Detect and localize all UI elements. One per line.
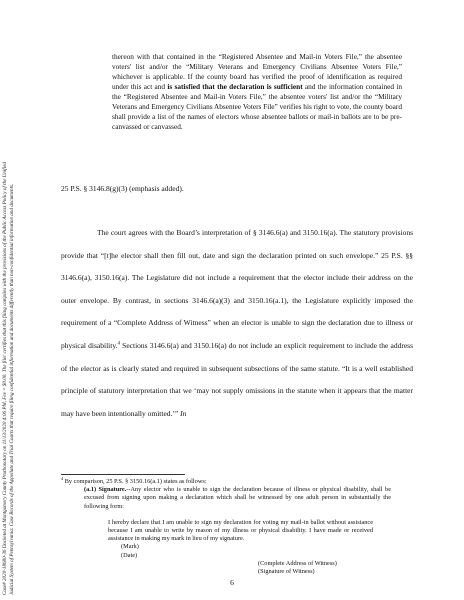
footnote-divider <box>61 474 185 475</box>
footnote-reference: 4 <box>117 341 120 347</box>
quote-text-end: and the information contained in the “Registered Absentee and Mail-in Voters File,” the absentee voters' list and/or the “Military Veterans and Emergency Civilians Absentee Voters File” verifies his right to vote, the county board shall provide a list of the names of electors whose absentee ballots or mail-in ballots are to be pre-canvassed or canvassed. <box>112 82 402 131</box>
footnote-4 <box>61 475 413 576</box>
footnote-subsection-text: --Any elector who is unable to sign the declaration because of illness or physical disability, shall be excused from signing upon making a declaration which shall be witnessed by one adult person in substantially the following form: <box>84 486 391 510</box>
body-text-part-2: Sections 3146.6(a) and 3150.16(a) do not include an explicit requirement to include the address of the elector as is clearly stated and required in subsequent subsections of the same statute. “It is a well established principle of statutory interpretation that we ‘may not supply omissions in the statute when it appears that the matter may have been intentionally omitted.’” <box>61 340 413 418</box>
statute-citation: 25 P.S. § 3146.8(g)(3) (emphasis added). <box>61 184 184 193</box>
footnote-date-line: (Date) <box>121 551 138 559</box>
footnote-witness-signature-line: (Signature of Witness) <box>258 568 315 576</box>
filing-note-line-2: Judicial System of Pennsylvania: Case Records of the Appellate and Trial Courts that require filing confidential information and documents differently than non-confidential information and documents. <box>9 183 16 595</box>
footnote-subsection <box>84 486 391 511</box>
filing-note-line-1: Case# 2020-18680-36 Docketed at Montgomery County Prothonotary on 11/13/2020 4:06 PM, Fee = $0.00. The filer certifies that this filing complies with the provisions of the Public Access Policy of the Unified <box>2 162 8 595</box>
body-text-part-1: The court agrees with the Board’s interpretation of § 3146.6(a) and 3150.16(a). The statutory provisions provide that “[t]he elector shall then fill out, date and sign the declaration printed on such envelope.” 25 P.S. §§ 3146.6(a), 3150.16(a). The Legislature did not include a requirement that the elector include their address on the outer envelope. By contrast, in sections 3146.6(a)(3) and 3150.16(a.1), the Legislature explicitly imposed the requirement of a “Complete Address of Witness” when an elector is unable to sign the declaration due to illness or physical disability. <box>61 228 413 350</box>
statute-block-quote <box>112 52 402 132</box>
body-paragraph <box>61 222 413 425</box>
footnote-intro: By comparison, 25 P.S. § 3150.16(a.1) states as follows: <box>63 478 207 485</box>
footnote-declaration: I hereby declare that I am unable to sign my declaration for voting my mail-in ballot without assistance because I am unable to write by reason of my illness or physical disability. I have made or received assistance in making my mark in lieu of my signature. <box>108 518 373 543</box>
body-text-italic-tail: In <box>180 408 187 418</box>
quote-text-start: thereon with that contained in the “Registered Absentee and Mail-in Voters File,” the absentee voters' list and/or the “Military Veterans and Emergency Civilians Absentee Voters File,” whichever is applicable. If the county board has verified the proof of identification as required under this act and <box>112 52 402 91</box>
footnote-witness-address-line: (Complete Address of Witness) <box>258 559 337 567</box>
footnote-mark-line: (Mark) <box>121 543 139 551</box>
page-number: 6 <box>230 578 234 587</box>
filing-certification-note <box>2 10 26 595</box>
footnote-mark: 4 <box>61 475 64 481</box>
footnote-subsection-heading: (a.1) Signature. <box>84 486 127 494</box>
quote-emphasis: is satisfied that the declaration is sufficient <box>167 82 303 91</box>
